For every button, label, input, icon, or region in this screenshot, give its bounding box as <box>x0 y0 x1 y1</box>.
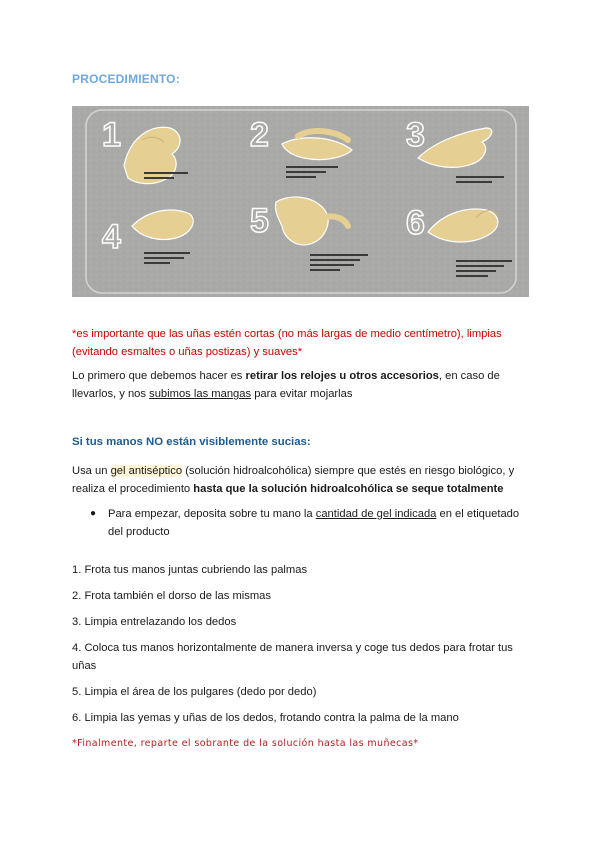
intro-text-1: Lo primero que debemos hacer es <box>72 370 246 382</box>
step-3-text: 3. Limpia entrelazando los dedos <box>72 616 237 628</box>
step-number-6: 6 <box>406 204 425 242</box>
bullet-text-1: Para empezar, deposita sobre tu mano la <box>108 508 316 520</box>
bullet-underline-amount: cantidad de gel indicada <box>315 508 437 520</box>
step-2-caption-line <box>286 166 338 168</box>
step-number-4: 4 <box>102 218 121 256</box>
step-6-text: 6. Limpia las yemas y uñas de los dedos, frotando contra la palma de la mano <box>72 712 459 724</box>
step-number-2: 2 <box>250 116 269 154</box>
gel-paragraph <box>72 462 532 498</box>
step-1-text: 1. Frota tus manos juntas cubriendo las palmas <box>72 564 308 576</box>
bullet-icon: ● <box>90 508 97 519</box>
section-subheading: Si tus manos NO están visiblemente sucias: <box>72 436 311 448</box>
step-6-caption-line <box>456 260 512 262</box>
intro-text-2: , en caso de llevarlos, y nos <box>72 370 500 400</box>
step-5-text: 5. Limpia el área de los pulgares (dedo por dedo) <box>72 686 317 698</box>
intro-underline-sleeves: subimos las mangas <box>149 388 252 400</box>
intro-text-3: para evitar mojarlas <box>251 388 353 400</box>
step-3-caption-line <box>456 176 504 178</box>
gel-bold-until-dry: hasta que la solución hidroalcohólica se seque totalmente <box>193 483 504 495</box>
step-5-caption-line <box>310 254 368 256</box>
bullet-text <box>108 505 530 541</box>
nail-warning-note: *es importante que las uñas estén cortas (no más largas de medio centímetro), limpias (evitando esmaltes o uñas postizas) y suaves* <box>72 328 502 358</box>
final-note: *Finalmente, reparte el sobrante de la solución hasta las muñecas* <box>72 738 419 749</box>
step-4-caption-line <box>144 252 190 254</box>
step-number-1: 1 <box>102 116 121 154</box>
step-number-5: 5 <box>250 202 269 240</box>
step-2-text: 2. Frota también el dorso de las mismas <box>72 590 271 602</box>
step-number-3: 3 <box>406 116 425 154</box>
intro-bold-accessories: retirar los relojes u otros accesorios <box>245 370 439 382</box>
gel-highlight: gel antiséptico <box>110 465 183 477</box>
gel-text-1: Usa un <box>72 465 111 477</box>
gel-text-2: (solución hidroalcohólica) siempre que estés en riesgo biológico, y realiza el procedimiento <box>72 465 515 495</box>
page-heading: PROCEDIMIENTO: <box>72 72 180 86</box>
step-1-caption-line <box>144 172 188 174</box>
step-4-text: 4. Coloca tus manos horizontalmente de manera inversa y coge tus dedos para frotar tus uñas <box>72 642 513 672</box>
bullet-text-2: en el etiquetado del producto <box>108 508 520 538</box>
intro-paragraph <box>72 367 532 403</box>
handwashing-illustration <box>72 106 529 297</box>
handwashing-steps-diagram <box>72 106 529 297</box>
